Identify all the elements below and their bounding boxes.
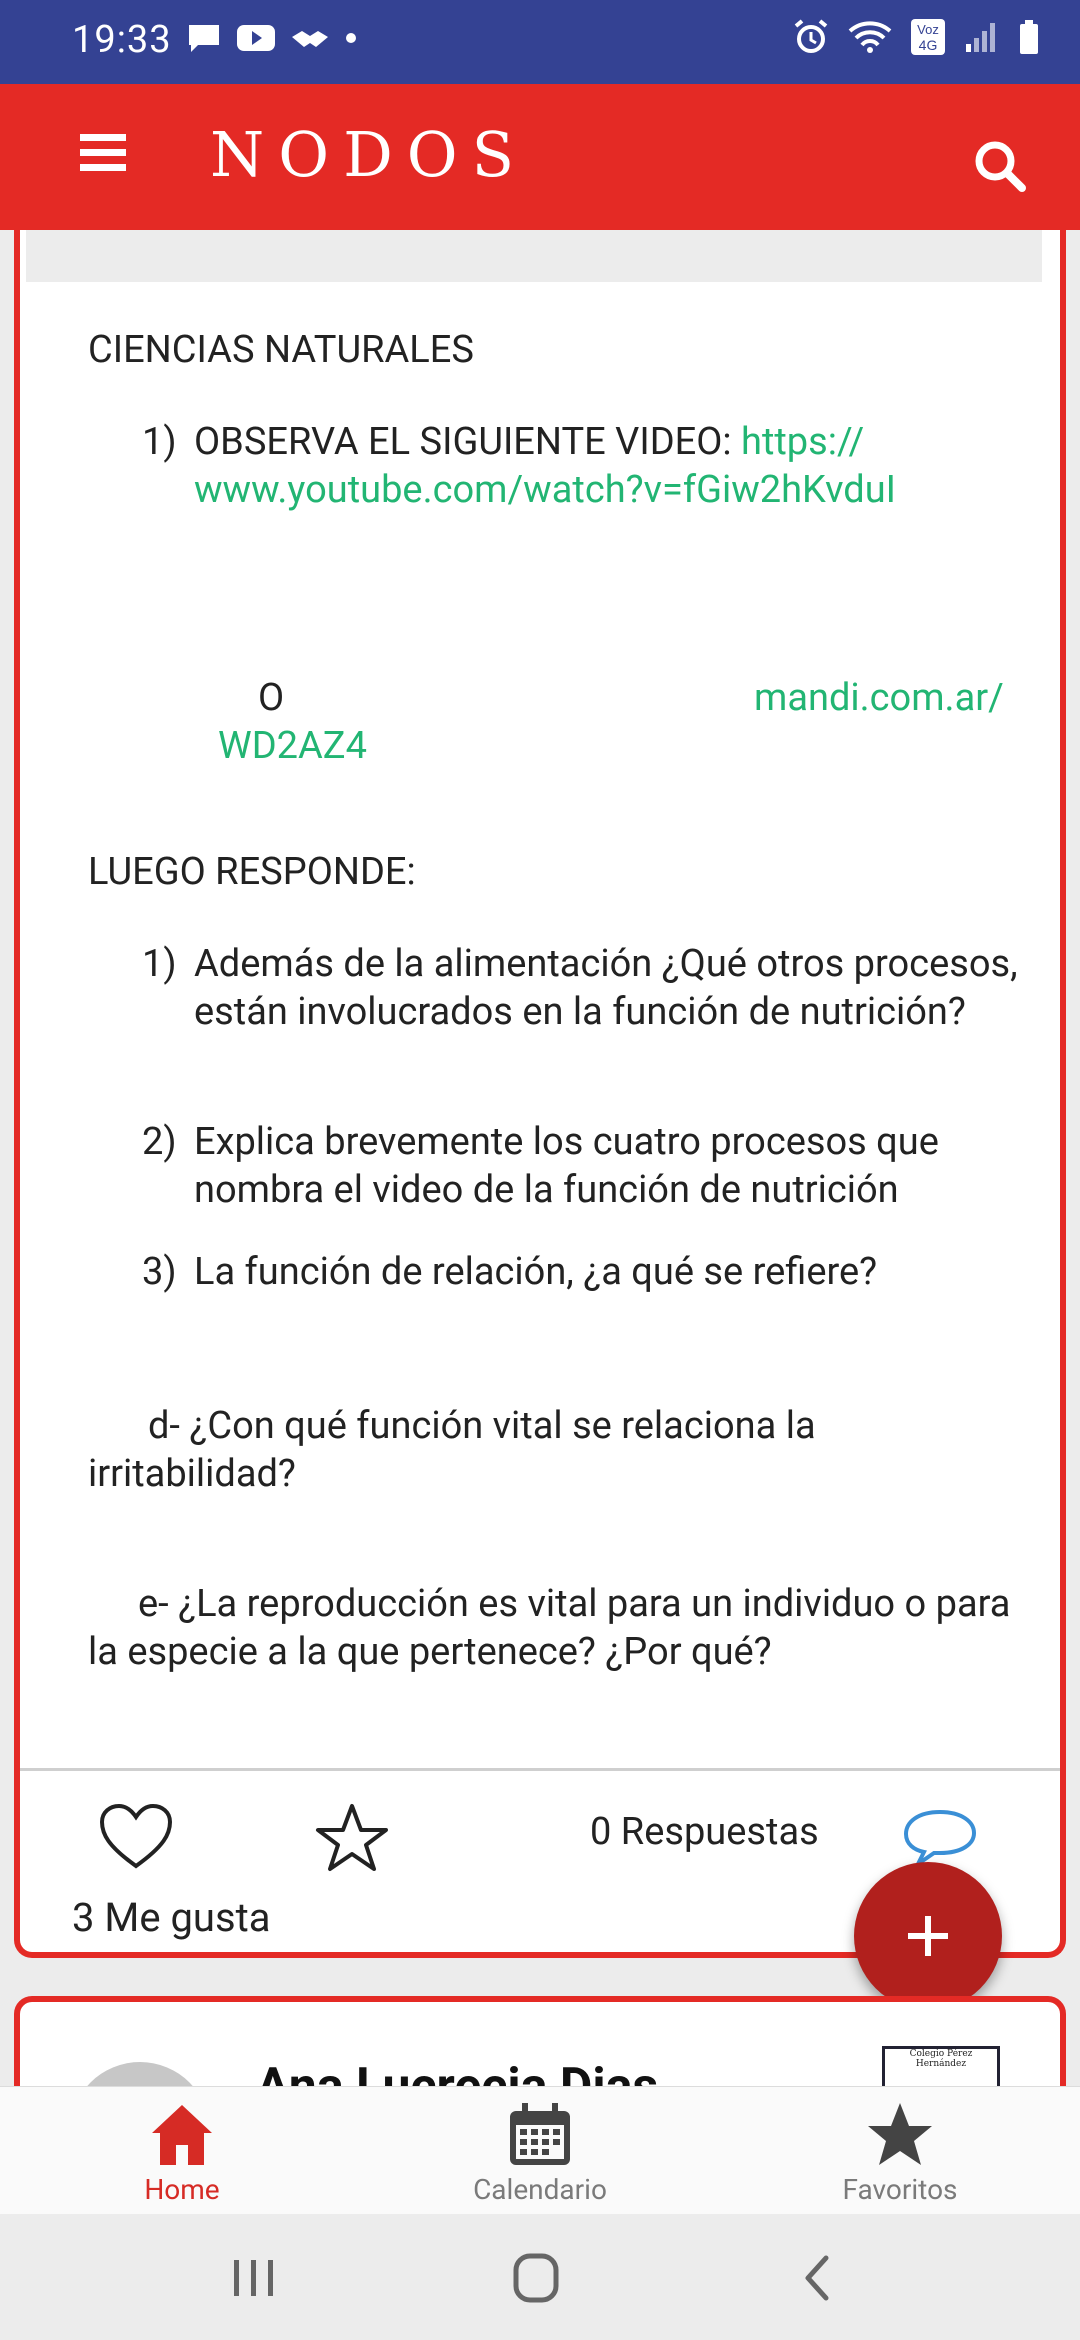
question-d: d- ¿Con qué función vital se relaciona la irritabilidad? [88, 1404, 816, 1496]
respond-heading: LUEGO RESPONDE: [88, 850, 416, 894]
question-text: La función de relación, ¿a qué se refiere? [194, 1250, 878, 1294]
card-top-band [26, 230, 1042, 282]
answers-count[interactable]: 0 Respuestas [590, 1810, 819, 1854]
recent-apps-icon[interactable] [214, 2248, 294, 2308]
volte-icon [910, 18, 946, 56]
school-logo: Colegio Pérez Hernández [882, 2046, 1000, 2112]
youtube-icon [236, 23, 276, 53]
heart-icon[interactable] [98, 1802, 174, 1872]
question-number: 2) [142, 1120, 177, 1164]
comment-icon[interactable] [900, 1806, 980, 1866]
post-card [14, 230, 1066, 1958]
nav-home-label: Home [144, 2173, 220, 2206]
bottom-navigation [0, 2086, 1080, 2215]
wifi-icon [848, 19, 892, 55]
notification-icons [186, 22, 358, 54]
handshake-icon [290, 23, 330, 53]
question-e: e- ¿La reproducción es vital para un individuo o para la especie a la que pertenece? ¿Por qué? [88, 1582, 1011, 1674]
nav-home[interactable] [32, 2087, 332, 2215]
question-number: 3) [142, 1250, 177, 1294]
battery-icon [1018, 19, 1040, 55]
card-divider [20, 1768, 1060, 1771]
calendar-icon [506, 2101, 574, 2169]
question-number: 1) [142, 942, 177, 986]
signal-icon [964, 20, 1000, 54]
nav-favorites-label: Favoritos [842, 2173, 958, 2206]
dot-icon [344, 31, 358, 45]
mandi-link-part2[interactable]: WD2AZ4 [218, 724, 367, 768]
home-icon [148, 2101, 216, 2169]
video-item-number: 1) [142, 420, 177, 464]
status-bar [0, 0, 1080, 84]
home-circle-icon[interactable] [496, 2248, 576, 2308]
status-time: 19:33 [72, 18, 172, 62]
nav-calendar[interactable] [390, 2087, 690, 2215]
post-heading: CIENCIAS NATURALES [88, 328, 474, 372]
star-icon [866, 2101, 934, 2169]
app-logo[interactable]: NODOS [210, 118, 529, 191]
nav-calendar-label: Calendario [473, 2173, 607, 2206]
svg-text:Voz: Voz [917, 22, 939, 37]
or-text: O [258, 676, 285, 720]
likes-count: 3 Me gusta [72, 1894, 271, 1941]
svg-text:4G: 4G [918, 37, 938, 53]
search-icon[interactable] [970, 136, 1030, 196]
plus-icon [906, 1914, 950, 1958]
nav-favorites[interactable] [750, 2087, 1050, 2215]
system-status-icons [792, 18, 1040, 56]
question-text: Explica brevemente los cuatro procesos que nombra el video de la función de nutrición [194, 1120, 939, 1212]
star-outline-icon[interactable] [314, 1802, 390, 1872]
menu-icon[interactable] [78, 128, 130, 178]
message-icon [186, 22, 222, 54]
app-bar [0, 84, 1080, 230]
question-text: Además de la alimentación ¿Qué otros procesos, están involucrados en la función de nutrición? [194, 942, 1018, 1034]
mandi-link-part1[interactable]: mandi.com.ar/ [754, 676, 1004, 720]
video-item-text: OBSERVA EL SIGUIENTE VIDEO: [194, 420, 742, 464]
back-icon[interactable] [778, 2248, 858, 2308]
add-post-button[interactable] [854, 1862, 1002, 2010]
video-link-part2[interactable]: www.youtube.com/watch?v=fGiw2hKvduI [194, 468, 897, 512]
alarm-icon [792, 18, 830, 56]
system-navigation [0, 2214, 1080, 2340]
video-link-part1[interactable]: https:// [741, 420, 865, 464]
